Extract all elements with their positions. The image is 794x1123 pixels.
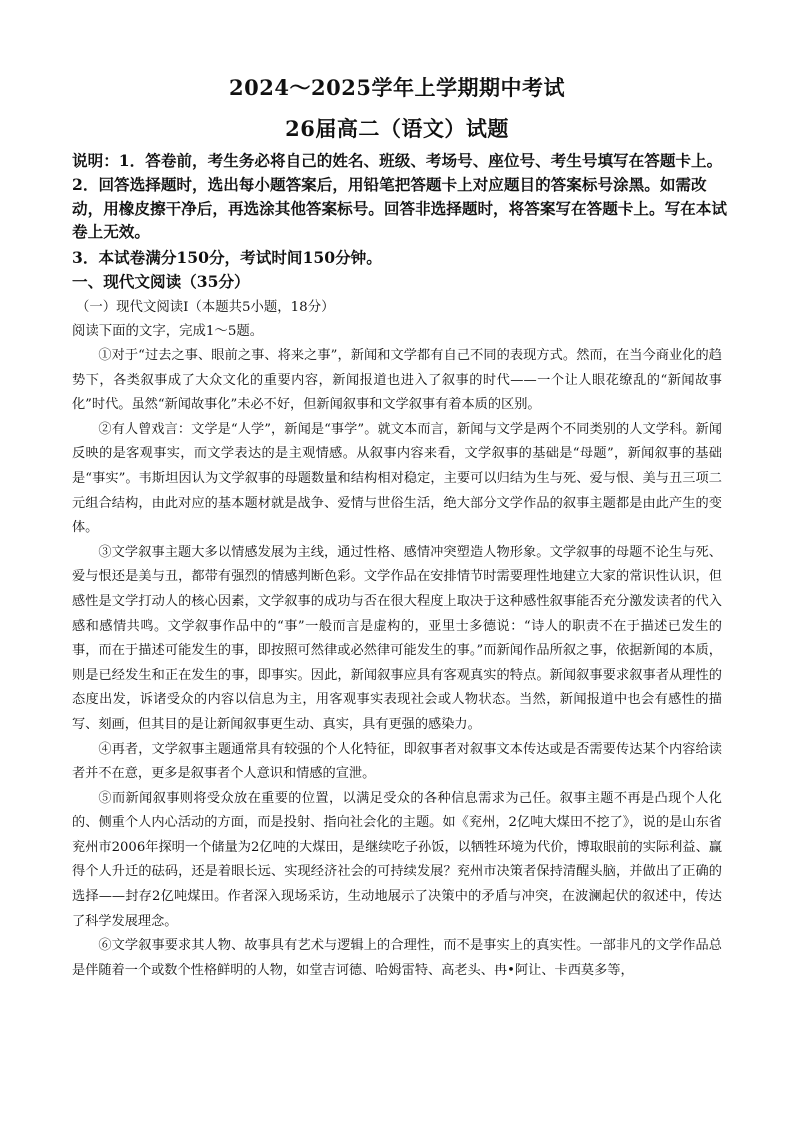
passage-paragraph-6: ⑥文学叙事要求其人物、故事具有艺术与逻辑上的合理性，而不是事实上的真实性。一部非凡的文学作品总是伴随着一个或数个性格鲜明的人物，如堂吉诃德、哈姆雷特、高老头、冉•阿让、卡西莫多等， (72, 938, 722, 978)
exam-subtitle: 26届高二（语文）试题 (285, 116, 509, 141)
instruction-item-1: 说明：1．答卷前，考生务必将自己的姓名、班级、考场号、座位号、考生号填写在答题卡上。 (72, 151, 723, 170)
passage-paragraph-2: ②有人曾戏言：文学是“人学”，新闻是“事学”。就文本而言，新闻与文学是两个不同类别的人文学科。新闻反映的是客观事实，而文学表达的是主观情感。从叙事内容来看，文学叙事的基础是“母题”，新闻叙事的基础是“事实”。韦斯坦因认为文学叙事的母题数量和结构相对稳定，主要可以归结为生与死、爱与恨、美与丑三项二元组合结构，由此对应的基本题材就是战争、爱情与世俗生活，绝大部分文学作品的叙事主题都是由此产生的变体。 (72, 421, 722, 536)
passage-paragraph-4: ④再者，文学叙事主题通常具有较强的个人化特征，即叙事者对叙事文本传达或是否需要传达某个内容给读者并不在意，更多是叙事者个人意识和情感的宣泄。 (72, 741, 722, 782)
reading-passage (72, 344, 722, 983)
exam-title: 2024～2025学年上学期期中考试 (229, 75, 565, 100)
passage-paragraph-3: ③文学叙事主题大多以情感发展为主线，通过性格、感情冲突塑造人物形象。文学叙事的母题不论生与死、爱与恨还是美与丑，都带有强烈的情感判断色彩。文学作品在安排情节时需要理性地建立大家的常识性认识，但感性是文学打动人的核心因素，文学叙事的成功与否在很大程度上取决于这种感性叙事能否充分激发读者的代入感和感情共鸣。文学叙事作品中的“事”一般而言是虚构的，亚里士多德说：“诗人的职责不在于描述已发生的事，而在于描述可能发生的事，即按照可然律或必然律可能发生的事。”而新闻作品所叙之事，依据新闻的本质，则是已经发生和正在发生的事，即事实。因此，新闻叙事应具有客观真实的特点。新闻叙事要求叙事者从理性的态度出发，诉诸受众的内容以信息为主，用客观事实表现社会或人物状态。当然，新闻报道中也会有感性的描写、刻画，但其目的是让新闻叙事更生动、真实，具有更强的感染力。 (72, 544, 722, 732)
section-subheading: （一）现代文阅读Ⅰ（本题共5小题，18分） (76, 300, 335, 315)
reading-instruction: 阅读下面的文字，完成1～5题。 (72, 324, 264, 339)
passage-paragraph-1: ①对于“过去之事、眼前之事、将来之事”，新闻和文学都有自己不同的表现方式。然而，在当今商业化的趋势下，各类叙事成了大众文化的重要内容，新闻报道也进入了叙事的时代——一个让人眼花缭乱的“新闻故事化”时代。虽然“新闻故事化”未必不好，但新闻叙事和文学叙事有着本质的区别。 (72, 348, 722, 413)
passage-paragraph-5: ⑤而新闻叙事则将受众放在重要的位置，以满足受众的各种信息需求为己任。叙事主题不再是凸现个人化的、侧重个人内心活动的方面，而是投射、指向社会化的主题。如《兖州，2亿吨大煤田不挖了》，说的是山东省兖州市2006年探明一个储量为2亿吨的大煤田，是继续吃子孙饭，以牺牲环境为代价，博取眼前的实际利益、赢得个人升迁的砝码，还是着眼长远、实现经济社会的可持续发展？兖州市决策者保持清醒头脑，并做出了正确的选择——封存2亿吨煤田。作者深入现场采访，生动地展示了决策中的矛盾与冲突，在波澜起伏的叙述中，传达了科学发展理念。 (72, 790, 722, 929)
instruction-item-3: 3．本试卷满分150分，考试时间150分钟。 (72, 248, 382, 267)
section-heading: 一、现代文阅读（35分） (72, 272, 250, 291)
instruction-item-2: 2．回答选择题时，选出每小题答案后，用铅笔把答题卡上对应题目的答案标号涂黑。如需改动，用橡皮擦干净后，再选涂其他答案标号。回答非选择题时，将答案写在答题卡上。写在本试卷上无效。 (72, 175, 727, 241)
